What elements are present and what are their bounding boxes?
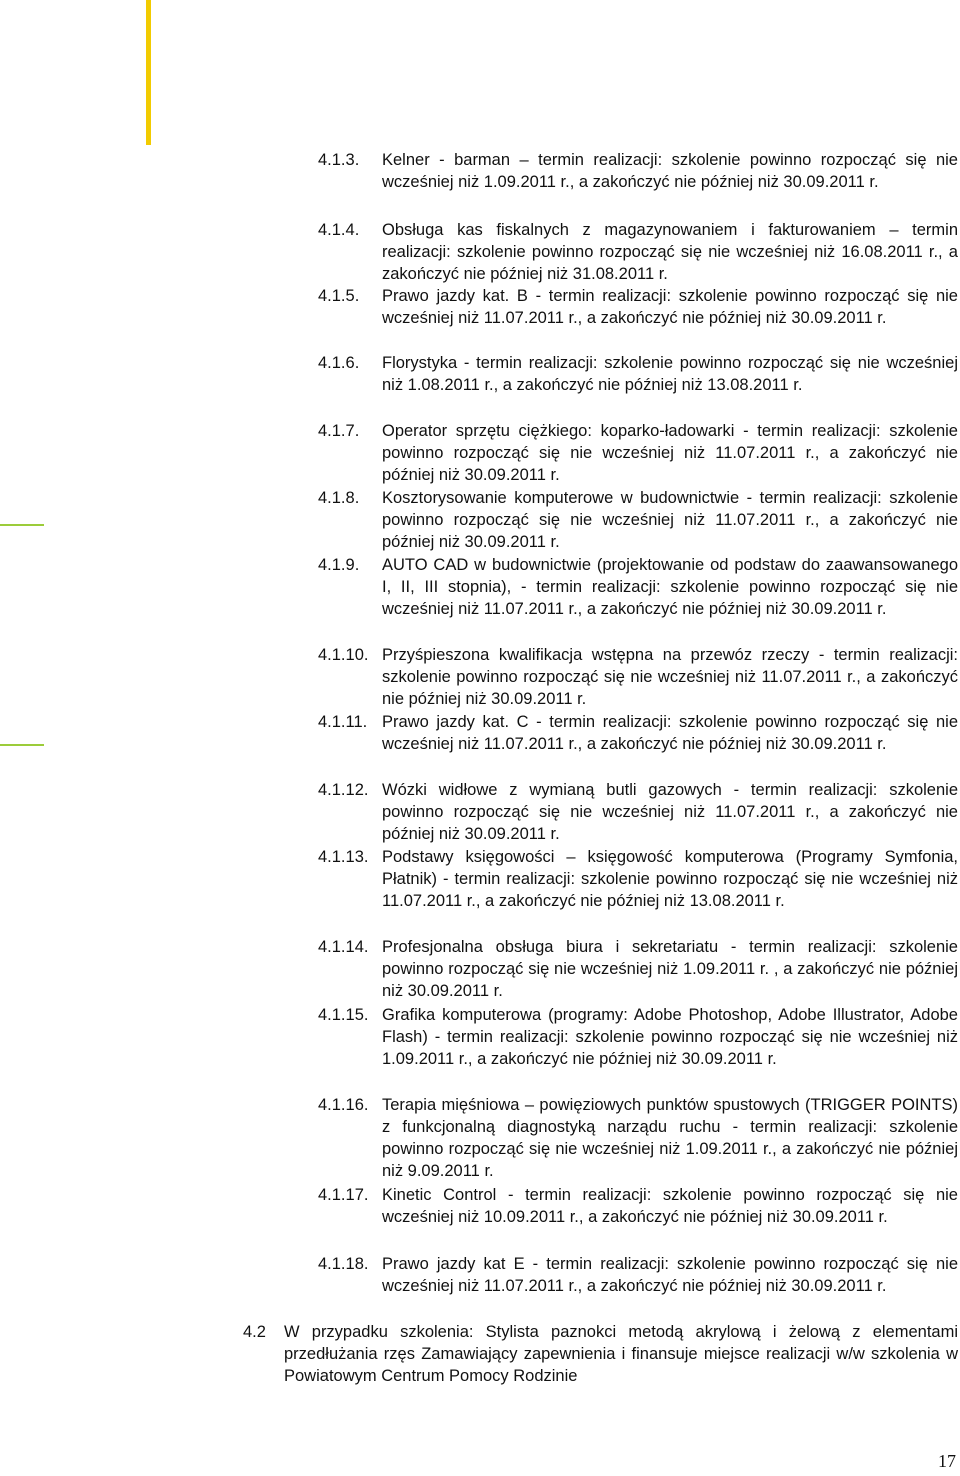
item-number: 4.1.14. [318, 938, 369, 956]
item-text: Terapia mięśniowa – powięziowych punktów spustowych (TRIGGER POINTS) z funkcjonalną diagnostyką narządu ruchu - termin realizacji: szkolenie powinno rozpocząć się nie wcześniej niż 1.09.2011 r., a zakończyć nie później niż 9.09.2011 r. [382, 1096, 958, 1180]
list-item [318, 219, 958, 285]
list-item [318, 936, 958, 1002]
item-number: 4.1.16. [318, 1096, 369, 1114]
item-text: Kinetic Control - termin realizacji: szkolenie powinno rozpocząć się nie wcześniej niż 10.09.2011 r., a zakończyć nie później niż 30.09.2011 r. [382, 1186, 958, 1226]
list-item [318, 352, 958, 396]
list-item [318, 487, 958, 553]
section-text: W przypadku szkolenia: Stylista paznokci metodą akrylową i żelową z elementami przedłużania rzęs Zamawiający zapewnienia i finansuje miejsce realizacji w/w szkolenia w Powiatowym Centrum Pomocy Rodzinie [284, 1323, 958, 1385]
list-item [318, 554, 958, 620]
margin-rule-upper [0, 524, 44, 526]
item-number: 4.1.8. [318, 489, 360, 507]
list-item [318, 1094, 958, 1182]
item-text: Wózki widłowe z wymianą butli gazowych - termin realizacji: szkolenie powinno rozpocząć się nie wcześniej niż 11.07.2011 r., a zakończyć nie później niż 30.09.2011 r. [382, 781, 958, 843]
item-number: 4.1.10. [318, 646, 369, 664]
item-text: Przyśpieszona kwalifikacja wstępna na przewóz rzeczy - termin realizacji: szkolenie powinno rozpocząć się nie wcześniej niż 11.07.2011 r., a zakończyć nie później niż 30.09.2011 r. [382, 646, 958, 708]
item-number: 4.1.6. [318, 354, 360, 372]
item-text: Grafika komputerowa (programy: Adobe Photoshop, Adobe Illustrator, Adobe Flash) - termin realizacji: szkolenie powinno rozpocząć się nie wcześniej niż 1.09.2011 r., a zakończyć nie później niż 30.09.2011 r. [382, 1006, 958, 1068]
item-number: 4.1.11. [318, 713, 368, 731]
item-text: Kosztorysowanie komputerowe w budownictwie - termin realizacji: szkolenie powinno rozpocząć się nie wcześniej niż 11.07.2011 r., a zakończyć nie później niż 30.09.2011 r. [382, 489, 958, 551]
list-item [318, 149, 958, 193]
item-number: 4.1.17. [318, 1186, 369, 1204]
item-text: Podstawy księgowości – księgowość komputerowa (Programy Symfonia, Płatnik) - termin realizacji: szkolenie powinno rozpocząć się nie wcześniej niż 11.07.2011 r., a zakończyć nie później niż 13.08.2011 r. [382, 848, 958, 910]
list-item [318, 1004, 958, 1070]
list-item [318, 779, 958, 845]
accent-bar [146, 0, 151, 145]
item-number: 4.1.12. [318, 781, 369, 799]
item-number: 4.1.3. [318, 151, 360, 169]
item-text: Prawo jazdy kat. C - termin realizacji: szkolenie powinno rozpocząć się nie wcześniej niż 11.07.2011 r., a zakończyć nie później niż 30.09.2011 r. [382, 713, 958, 753]
item-text: Profesjonalna obsługa biura i sekretariatu - termin realizacji: szkolenie powinno rozpocząć się nie wcześniej niż 1.09.2011 r. , a zakończyć nie później niż 30.09.2011 r. [382, 938, 958, 1000]
section-paragraph [243, 1321, 958, 1387]
list-item [318, 1184, 958, 1228]
item-text: AUTO CAD w budownictwie (projektowanie od podstaw do zaawansowanego I, II, III stopnia), - termin realizacji: szkolenie powinno rozpocząć się nie wcześniej niż 11.07.2011 r., a zakończyć nie później niż 30.09.2011 r. [382, 556, 958, 618]
list-item [318, 285, 958, 329]
item-number: 4.1.9. [318, 556, 360, 574]
item-number: 4.1.13. [318, 848, 369, 866]
item-number: 4.1.4. [318, 221, 360, 239]
list-item [318, 711, 958, 755]
margin-rule-lower [0, 744, 44, 746]
item-text: Kelner - barman – termin realizacji: szkolenie powinno rozpocząć się nie wcześniej niż 1.09.2011 r., a zakończyć nie później niż 30.09.2011 r. [382, 151, 958, 191]
item-text: Prawo jazdy kat E - termin realizacji: szkolenie powinno rozpocząć się nie wcześniej niż 11.07.2011 r., a zakończyć nie później niż 30.09.2011 r. [382, 1255, 958, 1295]
list-item [318, 420, 958, 486]
item-text: Obsługa kas fiskalnych z magazynowaniem i fakturowaniem – termin realizacji: szkolenie powinno rozpocząć się nie wcześniej niż 16.08.2011 r., a zakończyć nie później niż 31.08.2011 r. [382, 221, 958, 283]
list-item [318, 846, 958, 912]
item-number: 4.1.18. [318, 1255, 369, 1273]
page-number: 17 [938, 1451, 956, 1471]
list-item [318, 1253, 958, 1297]
item-text: Prawo jazdy kat. B - termin realizacji: szkolenie powinno rozpocząć się nie wcześniej niż 11.07.2011 r., a zakończyć nie później niż 30.09.2011 r. [382, 287, 958, 327]
item-number: 4.1.5. [318, 287, 360, 305]
item-number: 4.1.7. [318, 422, 360, 440]
item-text: Florystyka - termin realizacji: szkolenie powinno rozpocząć się nie wcześniej niż 1.08.2011 r., a zakończyć nie później niż 13.08.2011 r. [382, 354, 958, 394]
list-item [318, 644, 958, 710]
section-number: 4.2 [243, 1323, 266, 1341]
item-number: 4.1.15. [318, 1006, 369, 1024]
item-text: Operator sprzętu ciężkiego: koparko-ładowarki - termin realizacji: szkolenie powinno rozpocząć się nie wcześniej niż 11.07.2011 r., a zakończyć nie później niż 30.09.2011 r. [382, 422, 958, 484]
